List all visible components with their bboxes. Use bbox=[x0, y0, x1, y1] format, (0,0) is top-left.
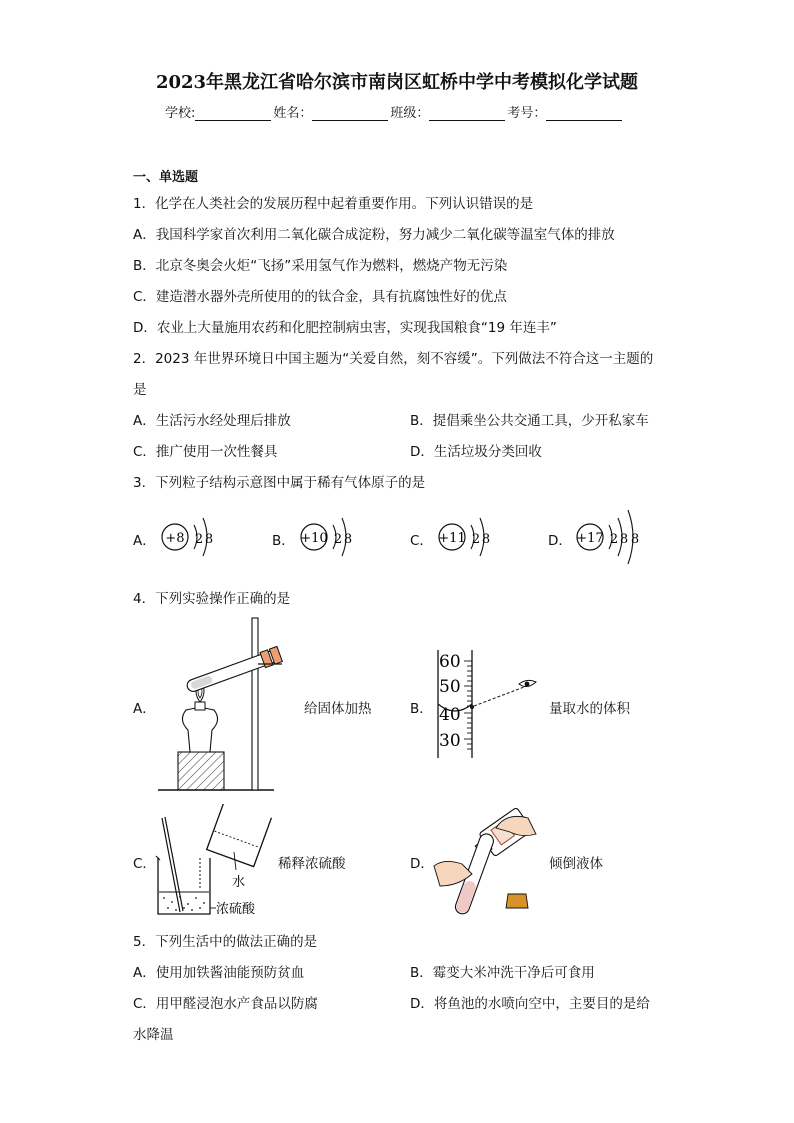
tick-label: 60 bbox=[439, 652, 461, 672]
class-label: 班级： bbox=[390, 106, 430, 121]
q1-stem: 1．化学在人类社会的发展历程中起着重要作用。下列认识错误的是 bbox=[133, 196, 534, 212]
q2-option-d: D．生活垃圾分类回收 bbox=[410, 444, 542, 460]
q4-b-label: B． bbox=[410, 701, 433, 717]
nucleus-charge: +11 bbox=[438, 531, 466, 546]
q3-option-b bbox=[272, 506, 392, 566]
shell-electrons: 8 bbox=[481, 532, 491, 547]
acid-dots bbox=[163, 896, 205, 911]
nucleus-charge: +17 bbox=[576, 531, 604, 546]
school-label: 学校: bbox=[165, 106, 196, 121]
q4-a-heating-apparatus-figure bbox=[152, 612, 302, 797]
q3-d-atom-diagram bbox=[568, 506, 678, 566]
q5-option-a: A．使用加铁酱油能预防贫血 bbox=[133, 965, 305, 981]
tick-label: 40 bbox=[439, 705, 461, 725]
q4-d-pouring-figure bbox=[432, 808, 542, 923]
name-label: 姓名： bbox=[273, 106, 313, 121]
q3-c-atom-diagram bbox=[430, 506, 530, 566]
q3-b-atom-diagram bbox=[292, 506, 392, 566]
acid-label: 浓硫酸 bbox=[216, 902, 256, 917]
q1-option-a: A．我国科学家首次利用二氧化碳合成淀粉，努力减少二氧化碳等温室气体的排放 bbox=[133, 227, 615, 243]
q5-option-d-cont: 水降温 bbox=[133, 1027, 174, 1043]
q2-stem-cont: 是 bbox=[133, 382, 147, 398]
shell-electrons: 8 bbox=[204, 532, 214, 547]
q1-option-c: C．建造潜水器外壳所使用的的钛合金，具有抗腐蚀性好的优点 bbox=[133, 289, 507, 305]
stand-rod bbox=[252, 618, 258, 790]
q4-c-label: C． bbox=[133, 856, 156, 872]
q3-b-label: B． bbox=[272, 533, 295, 549]
q3-option-d bbox=[548, 506, 678, 566]
wood-block bbox=[178, 752, 224, 790]
nucleus-charge: +10 bbox=[300, 531, 328, 546]
q2-option-c: C．推广使用一次性餐具 bbox=[133, 444, 278, 460]
q2-option-b: B．提倡乘坐公共交通工具，少开私家车 bbox=[410, 413, 649, 429]
tick-label: 50 bbox=[439, 677, 461, 697]
shell-electrons: 2 bbox=[194, 532, 204, 547]
section-heading: 一、单选题 bbox=[133, 170, 199, 185]
acid-liquid bbox=[159, 892, 209, 913]
pouring-beaker bbox=[207, 804, 272, 867]
q5-stem: 5．下列生活中的做法正确的是 bbox=[133, 934, 318, 950]
q5-option-d: D．将鱼池的水喷向空中，主要目的是给 bbox=[410, 996, 650, 1012]
lamp-wick-holder bbox=[195, 702, 205, 710]
q4-a-label: A． bbox=[133, 701, 156, 717]
q3-a-atom-diagram bbox=[153, 506, 253, 566]
q2-option-a: A．生活污水经处理后排放 bbox=[133, 413, 291, 429]
shell-electrons: 8 bbox=[619, 532, 629, 547]
q3-d-label: D． bbox=[548, 533, 572, 549]
test-tube bbox=[185, 646, 283, 695]
q2-stem: 2．2023 年世界环境日中国主题为“关爱自然，刻不容缓”。下列做法不符合这一主题的 bbox=[133, 351, 654, 367]
q5-option-c: C．用甲醛浸泡水产食品以防腐 bbox=[133, 996, 318, 1012]
name-blank[interactable] bbox=[312, 106, 388, 121]
bottle-stopper bbox=[506, 894, 528, 908]
shell-electrons: 8 bbox=[630, 532, 640, 547]
shell-electrons: 2 bbox=[333, 532, 343, 547]
q4-d-caption: 倾倒液体 bbox=[549, 856, 603, 872]
q4-b-caption: 量取水的体积 bbox=[549, 701, 630, 717]
alcohol-lamp bbox=[182, 708, 217, 752]
q3-option-a bbox=[133, 506, 253, 566]
q3-c-label: C． bbox=[410, 533, 433, 549]
exam-no-blank[interactable] bbox=[546, 106, 622, 121]
q3-option-c bbox=[410, 506, 530, 566]
student-info-line bbox=[165, 102, 624, 121]
tick-label: 30 bbox=[439, 731, 461, 751]
q3-a-label: A． bbox=[133, 533, 156, 549]
nucleus-charge: +8 bbox=[165, 531, 185, 546]
q3-stem: 3．下列粒子结构示意图中属于稀有气体原子的是 bbox=[133, 475, 426, 491]
q1-option-b: B．北京冬奥会火炬“飞扬”采用氢气作为燃料，燃烧产物无污染 bbox=[133, 258, 508, 274]
q4-d-label: D． bbox=[410, 856, 434, 872]
class-blank[interactable] bbox=[429, 106, 505, 121]
sight-point bbox=[470, 705, 474, 709]
shell-electrons: 2 bbox=[471, 532, 481, 547]
q4-a-caption: 给固体加热 bbox=[304, 701, 372, 717]
shell-electrons: 8 bbox=[343, 532, 353, 547]
sight-line bbox=[474, 687, 524, 706]
page-title: 2023年黑龙江省哈尔滨市南岗区虹桥中学中考模拟化学试题 bbox=[155, 72, 639, 93]
q4-b-measuring-cylinder-figure bbox=[432, 648, 547, 760]
q4-c-caption: 稀释浓硫酸 bbox=[278, 856, 346, 872]
exam-no-label: 考号： bbox=[507, 106, 547, 121]
water-label: 水 bbox=[232, 875, 246, 890]
q4-c-dilution-figure bbox=[152, 804, 277, 919]
q4-stem: 4．下列实验操作正确的是 bbox=[133, 591, 291, 607]
q5-option-b: B．霉变大米冲洗干净后可食用 bbox=[410, 965, 595, 981]
shell-electrons: 2 bbox=[609, 532, 619, 547]
beaker bbox=[158, 858, 210, 914]
school-blank[interactable] bbox=[195, 106, 271, 121]
q1-option-d: D．农业上大量施用农药和化肥控制病虫害，实现我国粮食“19 年连丰” bbox=[133, 320, 557, 336]
